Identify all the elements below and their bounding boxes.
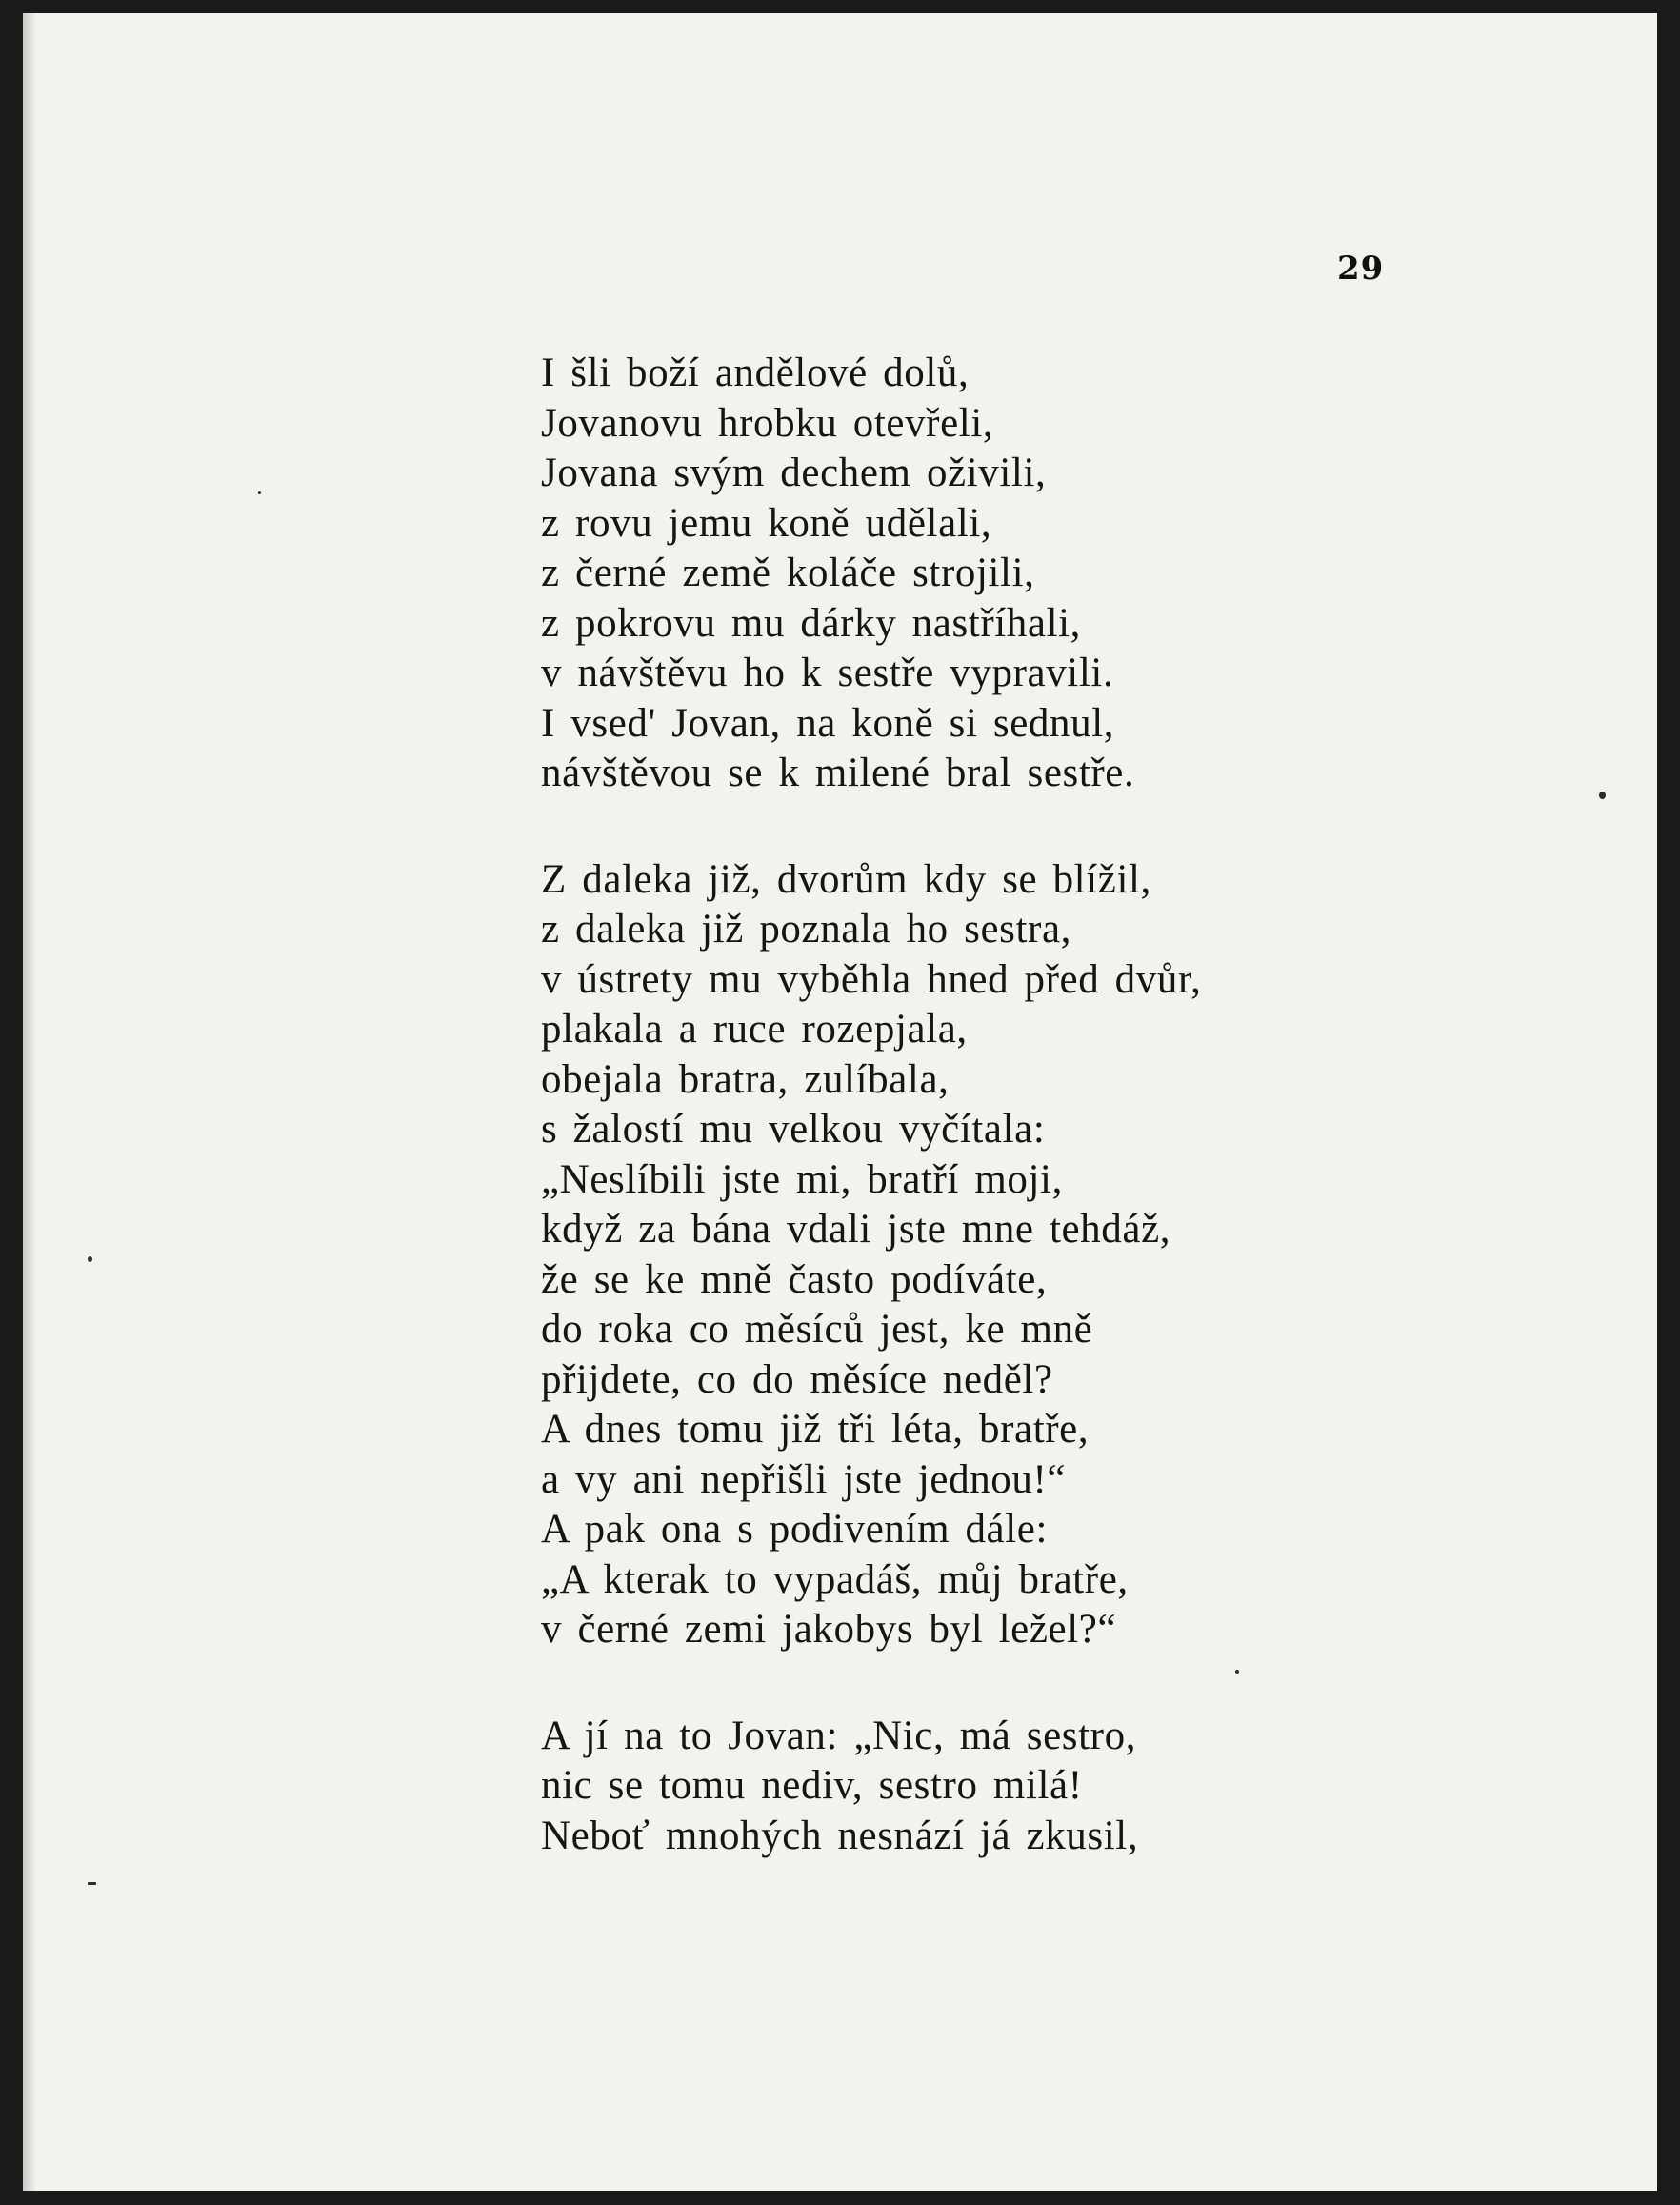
- verse-line: v návštěvu ho k sestře vypravili.: [541, 651, 1114, 695]
- verse-line: A pak ona s podivením dále:: [541, 1507, 1049, 1552]
- verse-line: obejala bratra, zulíbala,: [541, 1056, 950, 1102]
- verse-line: nic se tomu nediv, sestro milá!: [541, 1763, 1083, 1808]
- verse-line: v ústrety mu vyběhla hned před dvůr,: [541, 956, 1202, 1002]
- verse-line: z rovu jemu koně udělali,: [541, 500, 992, 546]
- verse-line: „Neslíbili jste mi, bratří moji,: [541, 1156, 1063, 1202]
- verse-line: I šli boží andělové dolů,: [541, 351, 970, 395]
- scan-speck: [1599, 792, 1606, 799]
- page-number: 29: [1337, 250, 1385, 288]
- verse-line: z černé země koláče strojili,: [541, 551, 1035, 595]
- verse-line: Jovanovu hrobku otevřeli,: [541, 400, 994, 446]
- verse-line: „A kterak to vypadáš, můj bratře,: [541, 1556, 1129, 1602]
- scan-speck: [258, 491, 261, 494]
- verse-line: A jí na to Jovan: „Nic, má sestro,: [541, 1713, 1137, 1758]
- verse-line: plakala a ruce rozepjala,: [541, 1007, 968, 1052]
- verse-line: a vy ani nepřišli jste jednou!“: [541, 1456, 1067, 1502]
- verse-line: s žalostí mu velkou vyčítala:: [541, 1107, 1046, 1152]
- verse-line: do roka co měsíců jest, ke mně: [541, 1307, 1093, 1352]
- verse-line: z daleka již poznala ho sestra,: [541, 907, 1071, 952]
- verse-line: přijdete, co do měsíce neděl?: [541, 1356, 1053, 1402]
- verse-line: I vsed' Jovan, na koně si sednul,: [541, 700, 1115, 746]
- verse-line: v černé zemi jakobys byl ležel?“: [541, 1607, 1117, 1652]
- book-page: [23, 13, 1657, 2191]
- stanza-3: [541, 1712, 1322, 1862]
- verse-line: A dnes tomu již tři léta, bratře,: [541, 1407, 1090, 1452]
- verse-line: Jovana svým dechem oživili,: [541, 451, 1047, 495]
- scan-speck: [1235, 1670, 1239, 1674]
- verse-line: že se ke mně často podíváte,: [541, 1256, 1048, 1302]
- poem-text: [541, 349, 1322, 1861]
- verse-line: z pokrovu mu dárky nastříhali,: [541, 600, 1082, 646]
- stanza-2: [541, 855, 1322, 1655]
- verse-line: když za bána vdali jste mne tehdáž,: [541, 1207, 1171, 1252]
- verse-line: Neboť mnohých nesnází já zkusil,: [541, 1813, 1139, 1858]
- verse-line: návštěvou se k milené bral sestře.: [541, 751, 1135, 795]
- verse-line: Z daleka již, dvorům kdy se blížil,: [541, 856, 1151, 902]
- scan-speck: [88, 1256, 92, 1262]
- stanza-1: [541, 349, 1322, 799]
- scan-speck: [88, 1882, 96, 1885]
